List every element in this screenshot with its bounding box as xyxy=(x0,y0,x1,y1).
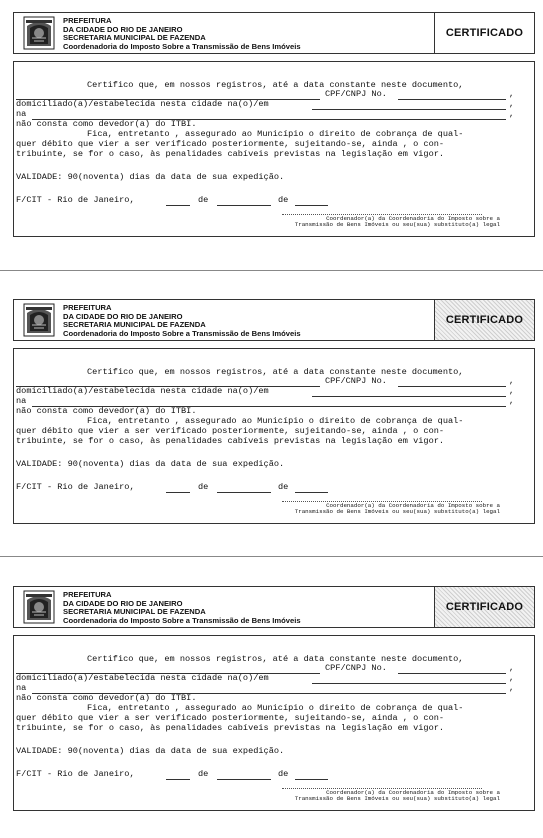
place-date-text: F/CIT - Rio de Janeiro, xyxy=(16,195,135,205)
validity-text: VALIDADE: 90(noventa) dias da data de sua expedição. xyxy=(16,172,285,182)
place-date-text: F/CIT - Rio de Janeiro, xyxy=(16,769,135,779)
rights-text-1: Fica, entretanto , assegurado ao Município o direito de cobrança de qual- xyxy=(87,129,464,139)
certificate-form-3 xyxy=(0,578,543,838)
certify-text: Certifico que, em nossos registros, até a data constante neste documento, xyxy=(87,367,464,377)
cut-line xyxy=(0,270,543,271)
organization-block xyxy=(63,17,301,51)
day-field[interactable] xyxy=(166,205,190,206)
address-field[interactable] xyxy=(312,109,506,110)
validity-text: VALIDADE: 90(noventa) dias da data de sua expedição. xyxy=(16,459,285,469)
certificate-body xyxy=(13,348,535,524)
city-coat-of-arms-icon xyxy=(23,590,55,624)
comma: , xyxy=(509,99,515,109)
year-field[interactable] xyxy=(295,492,328,493)
cpf-field[interactable] xyxy=(398,99,506,100)
organization-block xyxy=(63,304,301,338)
certificate-form-1 xyxy=(0,4,543,264)
na-label: na xyxy=(16,396,27,406)
not-debtor-text: não consta como devedor(a) do ITBI. xyxy=(16,119,197,129)
org-name: PREFEITURA xyxy=(63,303,112,312)
month-field[interactable] xyxy=(217,779,271,780)
certificate-badge: CERTIFICADO xyxy=(434,587,534,627)
certificate-badge: CERTIFICADO xyxy=(434,13,534,53)
signature-caption-line2: Transmissão de Bens Imóveis ou seu(sua) substituto(a) legal xyxy=(294,221,500,229)
comma: , xyxy=(509,376,515,386)
comma: , xyxy=(509,109,515,119)
cpf-label: CPF/CNPJ No. xyxy=(325,376,387,386)
de-label: de xyxy=(198,482,209,492)
signature-caption-line1: Coordenador(a) da Coordenadoria do Imposto sobre a xyxy=(326,502,500,509)
cpf-label: CPF/CNPJ No. xyxy=(325,663,387,673)
year-field[interactable] xyxy=(295,779,328,780)
certificate-badge: CERTIFICADO xyxy=(434,300,534,340)
na-label: na xyxy=(16,109,27,119)
org-coordination: Coordenadoria do Imposto Sobre a Transmissão de Bens Imóveis xyxy=(63,615,301,625)
year-field[interactable] xyxy=(295,205,328,206)
comma: , xyxy=(509,396,515,406)
de-label: de xyxy=(278,195,289,205)
org-city: DA CIDADE DO RIO DE JANEIRO xyxy=(63,311,183,321)
validity-text: VALIDADE: 90(noventa) dias da data de sua expedição. xyxy=(16,746,285,756)
organization-block xyxy=(63,591,301,625)
certificate-header xyxy=(13,586,535,628)
certificate-header xyxy=(13,12,535,54)
signature-caption xyxy=(295,216,500,229)
signature-caption-line1: Coordenador(a) da Coordenadoria do Imposto sobre a xyxy=(326,789,500,796)
signature-caption xyxy=(295,790,500,803)
signature-caption xyxy=(295,503,500,516)
org-coordination: Coordenadoria do Imposto Sobre a Transmissão de Bens Imóveis xyxy=(63,328,301,338)
signature-caption-line2: Transmissão de Bens Imóveis ou seu(sua) substituto(a) legal xyxy=(294,508,500,516)
certify-text: Certifico que, em nossos registros, até a data constante neste documento, xyxy=(87,654,464,664)
cpf-field[interactable] xyxy=(398,673,506,674)
domicile-text: domiciliado(a)/estabelecida nesta cidade na(o)/em xyxy=(16,673,269,683)
na-label: na xyxy=(16,683,27,693)
address-field[interactable] xyxy=(312,683,506,684)
rights-text-1: Fica, entretanto , assegurado ao Município o direito de cobrança de qual- xyxy=(87,703,464,713)
org-city: DA CIDADE DO RIO DE JANEIRO xyxy=(63,24,183,34)
rights-text-2: quer débito que vier a ser verificado posteriormente, sujeitando-se, ainda , o con- xyxy=(16,426,445,436)
org-secretariat: SECRETARIA MUNICIPAL DE FAZENDA xyxy=(63,33,206,43)
city-coat-of-arms-icon xyxy=(23,303,55,337)
de-label: de xyxy=(278,482,289,492)
day-field[interactable] xyxy=(166,779,190,780)
org-secretariat: SECRETARIA MUNICIPAL DE FAZENDA xyxy=(63,607,206,617)
cpf-field[interactable] xyxy=(398,386,506,387)
not-debtor-text: não consta como devedor(a) do ITBI. xyxy=(16,693,197,703)
de-label: de xyxy=(198,195,209,205)
domicile-text: domiciliado(a)/estabelecida nesta cidade na(o)/em xyxy=(16,99,269,109)
rights-text-3: tribuinte, se for o caso, às penalidades cabíveis previstas na legislação em vigor. xyxy=(16,723,445,733)
de-label: de xyxy=(278,769,289,779)
de-label: de xyxy=(198,769,209,779)
certificate-body xyxy=(13,61,535,237)
certify-text: Certifico que, em nossos registros, até a data constante neste documento, xyxy=(87,80,464,90)
rights-text-3: tribuinte, se for o caso, às penalidades cabíveis previstas na legislação em vigor. xyxy=(16,436,445,446)
cut-line xyxy=(0,556,543,557)
address-field[interactable] xyxy=(312,396,506,397)
comma: , xyxy=(509,386,515,396)
rights-text-2: quer débito que vier a ser verificado posteriormente, sujeitando-se, ainda , o con- xyxy=(16,139,445,149)
certificate-body xyxy=(13,635,535,811)
comma: , xyxy=(509,673,515,683)
certificate-form-2 xyxy=(0,291,543,551)
signature-caption-line2: Transmissão de Bens Imóveis ou seu(sua) substituto(a) legal xyxy=(294,795,500,803)
domicile-text: domiciliado(a)/estabelecida nesta cidade na(o)/em xyxy=(16,386,269,396)
org-secretariat: SECRETARIA MUNICIPAL DE FAZENDA xyxy=(63,320,206,330)
org-name: PREFEITURA xyxy=(63,16,112,25)
day-field[interactable] xyxy=(166,492,190,493)
cpf-label: CPF/CNPJ No. xyxy=(325,89,387,99)
month-field[interactable] xyxy=(217,492,271,493)
org-name: PREFEITURA xyxy=(63,590,112,599)
month-field[interactable] xyxy=(217,205,271,206)
certificate-header xyxy=(13,299,535,341)
city-coat-of-arms-icon xyxy=(23,16,55,50)
comma: , xyxy=(509,683,515,693)
rights-text-1: Fica, entretanto , assegurado ao Município o direito de cobrança de qual- xyxy=(87,416,464,426)
place-date-text: F/CIT - Rio de Janeiro, xyxy=(16,482,135,492)
rights-text-3: tribuinte, se for o caso, às penalidades cabíveis previstas na legislação em vigor. xyxy=(16,149,445,159)
not-debtor-text: não consta como devedor(a) do ITBI. xyxy=(16,406,197,416)
rights-text-2: quer débito que vier a ser verificado posteriormente, sujeitando-se, ainda , o con- xyxy=(16,713,445,723)
org-coordination: Coordenadoria do Imposto Sobre a Transmissão de Bens Imóveis xyxy=(63,41,301,51)
signature-caption-line1: Coordenador(a) da Coordenadoria do Imposto sobre a xyxy=(326,215,500,222)
org-city: DA CIDADE DO RIO DE JANEIRO xyxy=(63,598,183,608)
comma: , xyxy=(509,663,515,673)
comma: , xyxy=(509,89,515,99)
